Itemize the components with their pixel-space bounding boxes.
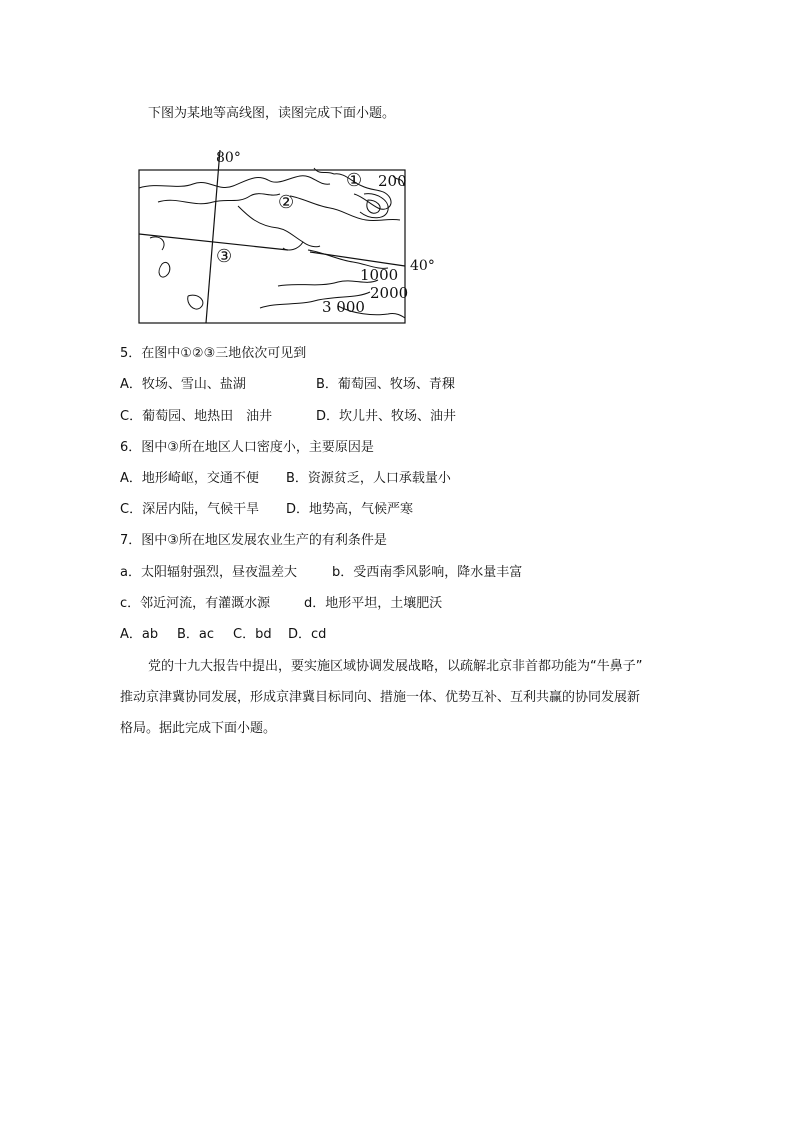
q7-stem: 7．图中③所在地区发展农业生产的有利条件是 <box>120 533 387 548</box>
parallel-40-east <box>310 252 405 266</box>
q7-option-c: C．bd <box>233 627 272 642</box>
meridian-80 <box>206 150 220 323</box>
site-3-label: ③ <box>216 246 233 267</box>
contour-label-2000: 2000 <box>370 284 409 302</box>
q5-stem: 5．在图中①②③三地依次可见到 <box>120 346 307 361</box>
contour-label-200: 200 <box>378 172 407 190</box>
q7-option-d: D．cd <box>288 627 327 642</box>
q7-condition-a: a．太阳辐射强烈，昼夜温差大 <box>120 565 297 580</box>
contour-label-1000: 1000 <box>360 266 399 284</box>
q6-option-b: B．资源贫乏，人口承载量小 <box>286 471 451 486</box>
q6-option-c: C．深居内陆，气候干旱 <box>120 502 260 517</box>
lon-label: 80° <box>216 150 241 166</box>
q6-option-a: A．地形崎岖，交通不便 <box>120 471 259 486</box>
q7-condition-b: b．受西南季风影响，降水量丰富 <box>332 565 523 580</box>
contour-label-3000: 3 000 <box>322 298 365 316</box>
q7-condition-c: c．邻近河流，有灌溉水源 <box>120 596 271 611</box>
contour-lines <box>139 168 405 318</box>
q5-option-c: C．葡萄园、地热田 油井 <box>120 409 273 424</box>
site-2-label: ② <box>278 192 295 213</box>
q6-stem: 6．图中③所在地区人口密度小，主要原因是 <box>120 440 374 455</box>
q5-option-a: A．牧场、雪山、盐湖 <box>120 377 246 392</box>
q7-option-a: A．ab <box>120 627 159 642</box>
passage-line-1: 党的十九大报告中提出，要实施区域协调发展战略，以疏解北京非首都功能为“牛鼻子” <box>148 659 643 674</box>
q7-condition-d: d．地形平坦，土壤肥沃 <box>304 596 443 611</box>
passage-line-3: 格局。据此完成下面小题。 <box>120 721 277 736</box>
q6-option-d: D．地势高，气候严寒 <box>286 502 414 517</box>
contour-map <box>138 146 438 326</box>
q7-option-b: B．ac <box>177 627 215 642</box>
lat-label: 40° <box>410 258 435 274</box>
map-frame <box>139 170 405 323</box>
site-1-label: ① <box>346 170 363 191</box>
contour-map-svg <box>138 146 438 326</box>
passage-line-2: 推动京津冀协同发展，形成京津冀目标同向、措施一体、优势互补、互利共赢的协同发展新 <box>120 690 641 705</box>
intro-text: 下图为某地等高线图，读图完成下面小题。 <box>148 106 396 121</box>
q5-option-b: B．葡萄园、牧场、青稞 <box>316 377 455 392</box>
q5-option-d: D．坎儿井、牧场、油井 <box>316 409 457 424</box>
